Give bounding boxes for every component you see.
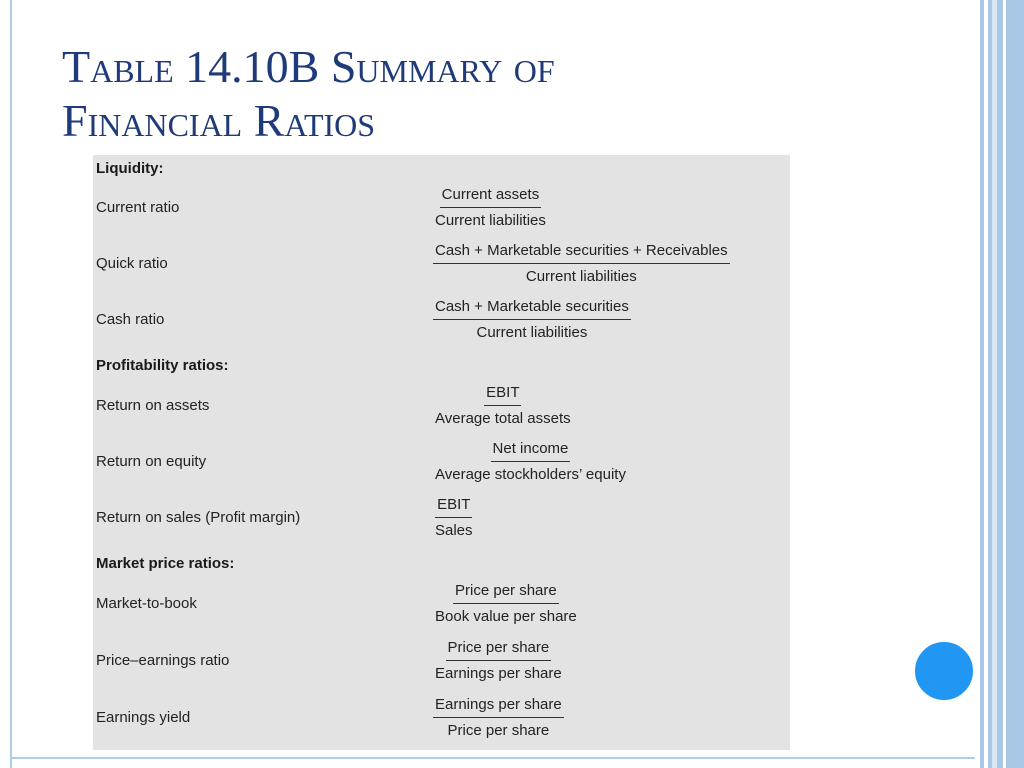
slide-frame-bottom: [10, 757, 980, 759]
denominator: Sales: [435, 522, 473, 539]
decorative-stripes: [975, 0, 1024, 768]
formula-return-on-equity: [433, 440, 628, 484]
denominator: Price per share: [447, 722, 550, 739]
section-heading-market-price: Market price ratios:: [96, 555, 235, 572]
row-label-cash-ratio: Cash ratio: [96, 311, 165, 328]
denominator: Current liabilities: [476, 324, 588, 341]
numerator: Cash + Marketable securities + Receivables: [433, 242, 730, 264]
formula-return-on-assets: [433, 384, 573, 428]
row-label-earnings-yield: Earnings yield: [96, 709, 191, 726]
title-line-2: Financial Ratios: [62, 95, 376, 146]
denominator: Current liabilities: [435, 212, 546, 229]
formula-cash-ratio: [433, 298, 631, 342]
row-label-market-to-book: Market-to-book: [96, 595, 197, 612]
denominator: Book value per share: [435, 608, 577, 625]
formula-price-earnings-ratio: [433, 639, 564, 683]
row-label-price-earnings-ratio: Price–earnings ratio: [96, 652, 230, 669]
numerator: Current assets: [440, 186, 542, 208]
formula-quick-ratio: [433, 242, 730, 286]
row-label-return-on-assets: Return on assets: [96, 397, 210, 414]
numerator: Cash + Marketable securities: [433, 298, 631, 320]
numerator: Earnings per share: [433, 696, 564, 718]
formula-earnings-yield: [433, 696, 564, 740]
denominator: Earnings per share: [435, 665, 562, 682]
slide-frame-left: [10, 0, 12, 768]
numerator: EBIT: [435, 496, 472, 518]
row-label-quick-ratio: Quick ratio: [96, 255, 168, 272]
decorative-circle: [913, 640, 975, 702]
denominator: Average total assets: [435, 410, 571, 427]
numerator: Net income: [491, 440, 571, 462]
slide-title: [62, 40, 962, 148]
numerator: EBIT: [484, 384, 521, 406]
ratios-table: [93, 155, 790, 750]
formula-return-on-sales: [433, 496, 475, 540]
denominator: Average stockholders’ equity: [435, 466, 626, 483]
denominator: Current liabilities: [525, 268, 637, 285]
formula-market-to-book: [433, 582, 579, 626]
row-label-return-on-sales: Return on sales (Profit margin): [96, 509, 301, 526]
row-label-return-on-equity: Return on equity: [96, 453, 207, 470]
formula-current-ratio: [433, 186, 548, 230]
numerator: Price per share: [446, 639, 552, 661]
numerator: Price per share: [453, 582, 559, 604]
section-heading-liquidity: Liquidity:: [96, 160, 164, 177]
row-label-current-ratio: Current ratio: [96, 199, 180, 216]
section-heading-profitability: Profitability ratios:: [96, 357, 229, 374]
title-line-1: Table 14.10B Summary of: [62, 41, 555, 92]
